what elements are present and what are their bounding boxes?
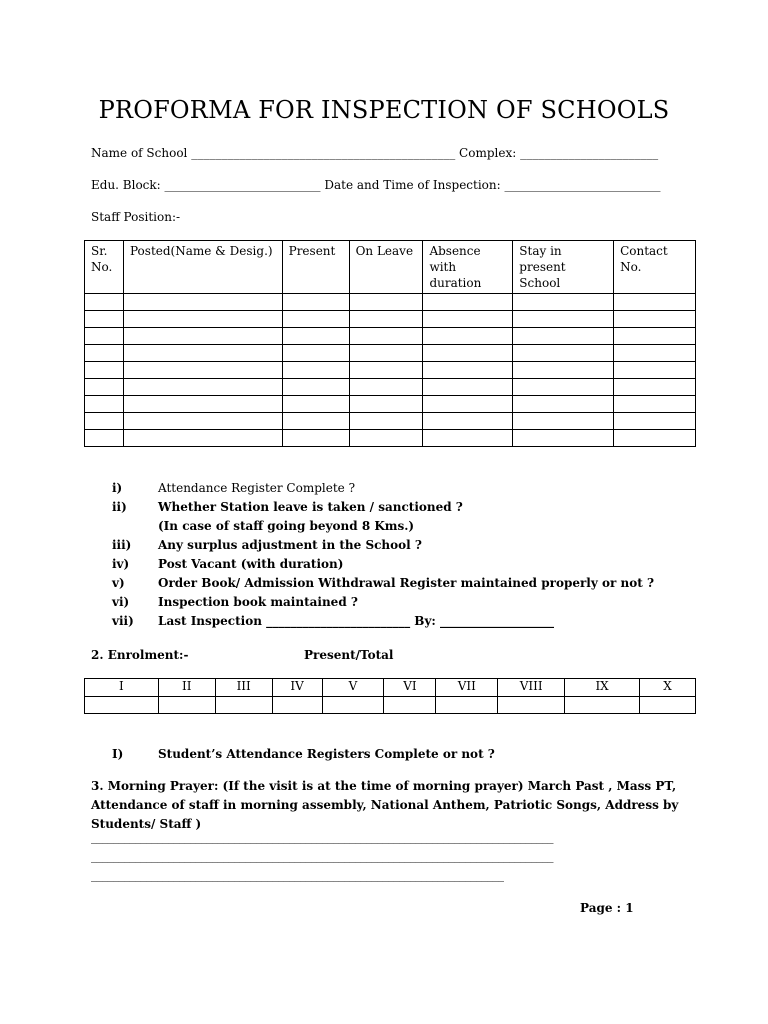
enrolment-table — [84, 678, 696, 714]
checklist-text: (In case of staff going beyond 8 Kms.) — [158, 519, 415, 533]
staff-table-cell[interactable] — [85, 311, 124, 328]
staff-table-cell[interactable] — [614, 396, 696, 413]
staff-table-cell[interactable] — [513, 294, 614, 311]
staff-table-row — [85, 311, 696, 328]
block-line — [91, 178, 661, 192]
staff-table-cell[interactable] — [614, 413, 696, 430]
staff-table-cell[interactable] — [423, 413, 513, 430]
morning-prayer-text: 3. Morning Prayer: (If the visit is at the time of morning prayer) March Past , Mass PT, Attendance of staff in morning assembly, National Anthem, Patriotic Songs, Address by Students/ Staff ) — [91, 779, 679, 831]
checklist-text — [158, 576, 654, 590]
class-header-i: I — [85, 679, 159, 697]
staff-table-cell[interactable] — [123, 379, 282, 396]
class-header-vi: VI — [384, 679, 436, 697]
staff-table-cell[interactable] — [349, 379, 423, 396]
staff-table-body — [85, 294, 696, 447]
staff-table-cell[interactable] — [423, 328, 513, 345]
staff-position-table — [84, 240, 696, 447]
class-enrolment-cell[interactable] — [384, 697, 436, 714]
staff-table-cell[interactable] — [614, 294, 696, 311]
staff-table-cell[interactable] — [85, 328, 124, 345]
staff-table-cell[interactable] — [423, 396, 513, 413]
staff-table-cell[interactable] — [513, 362, 614, 379]
class-header-iv: IV — [272, 679, 322, 697]
checklist-num: ii) — [112, 500, 127, 514]
staff-table-cell[interactable] — [123, 311, 282, 328]
staff-table-cell[interactable] — [614, 345, 696, 362]
staff-table-cell[interactable] — [513, 379, 614, 396]
checklist-num: vii) — [112, 614, 134, 628]
col-stay: Stay in present School — [513, 241, 614, 294]
class-enrolment-cell[interactable] — [158, 697, 215, 714]
class-enrolment-cell[interactable] — [640, 697, 696, 714]
staff-table-cell[interactable] — [123, 362, 282, 379]
checklist-num: iv) — [112, 557, 130, 571]
class-enrolment-cell[interactable] — [322, 697, 384, 714]
staff-table-cell[interactable] — [123, 294, 282, 311]
staff-table-cell[interactable] — [423, 379, 513, 396]
staff-table-cell[interactable] — [349, 345, 423, 362]
staff-table-row — [85, 328, 696, 345]
checklist-num: i) — [112, 481, 123, 495]
staff-table-cell[interactable] — [513, 430, 614, 447]
school-name-blank[interactable]: ____________________________________________ — [191, 146, 456, 160]
staff-table-cell[interactable] — [282, 328, 349, 345]
staff-table-row — [85, 345, 696, 362]
staff-table-cell[interactable] — [614, 362, 696, 379]
staff-table-cell[interactable] — [123, 328, 282, 345]
complex-blank[interactable]: _______________________ — [520, 146, 659, 160]
checklist-num: v) — [112, 576, 125, 590]
checklist-text: Inspection book maintained ? — [158, 595, 358, 609]
staff-table-cell[interactable] — [349, 430, 423, 447]
checklist-num: iii) — [112, 538, 132, 552]
datetime-label: Date and Time of Inspection: — [324, 178, 501, 192]
staff-table-cell[interactable] — [282, 345, 349, 362]
staff-table-row — [85, 362, 696, 379]
staff-table-cell[interactable] — [282, 396, 349, 413]
checklist-text: Any surplus adjustment in the School ? — [158, 538, 422, 552]
staff-table-cell[interactable] — [423, 294, 513, 311]
checklist-rest-text: maintained properly or not ? — [456, 576, 654, 590]
staff-table-row — [85, 294, 696, 311]
checklist-text[interactable]: Last Inspection ________________________ By: ___________________ — [158, 614, 555, 628]
remarks-blank-line[interactable]: ___________________________________________________________________________ — [91, 868, 504, 882]
page-number: Page : 1 — [580, 901, 634, 915]
page-title: PROFORMA FOR INSPECTION OF SCHOOLS — [98, 96, 670, 124]
class-header-vii: VII — [436, 679, 498, 697]
staff-table-cell[interactable] — [282, 294, 349, 311]
staff-table-cell[interactable] — [513, 345, 614, 362]
enrolment-heading — [91, 648, 394, 662]
staff-table-cell[interactable] — [614, 328, 696, 345]
col-sr-no: Sr. No. — [85, 241, 124, 294]
staff-table-cell[interactable] — [282, 413, 349, 430]
staff-table-row — [85, 430, 696, 447]
staff-table-cell[interactable] — [423, 430, 513, 447]
staff-table-cell[interactable] — [614, 379, 696, 396]
enrolment-value-row — [85, 697, 696, 714]
class-enrolment-cell[interactable] — [272, 697, 322, 714]
col-on-leave: On Leave — [349, 241, 423, 294]
staff-table-cell[interactable] — [349, 413, 423, 430]
checklist-bold-text: Order Book/ Admission Withdrawal Register — [158, 576, 457, 590]
staff-table-cell[interactable] — [85, 379, 124, 396]
staff-position-label: Staff Position:- — [91, 210, 181, 224]
remarks-blank-line[interactable]: ____________________________________________________________________________________ — [91, 830, 553, 844]
block-blank[interactable]: __________________________ — [164, 178, 321, 192]
checklist-text: Whether Station leave is taken / sanctioned ? — [158, 500, 463, 514]
staff-table-cell[interactable] — [513, 413, 614, 430]
staff-table-cell[interactable] — [282, 430, 349, 447]
class-header-viii: VIII — [498, 679, 565, 697]
staff-table-cell[interactable] — [614, 311, 696, 328]
class-header-iii: III — [215, 679, 272, 697]
class-enrolment-cell[interactable] — [436, 697, 498, 714]
checklist-num: vi) — [112, 595, 130, 609]
staff-table-cell[interactable] — [513, 311, 614, 328]
staff-table-row — [85, 396, 696, 413]
datetime-blank[interactable]: __________________________ — [504, 178, 661, 192]
class-enrolment-cell[interactable] — [215, 697, 272, 714]
staff-table-cell[interactable] — [85, 345, 124, 362]
staff-table-cell[interactable] — [614, 430, 696, 447]
staff-table-cell[interactable] — [423, 362, 513, 379]
block-label: Edu. Block: — [91, 178, 161, 192]
col-posted: Posted(Name & Desig.) — [123, 241, 282, 294]
staff-table-cell[interactable] — [123, 345, 282, 362]
col-present: Present — [282, 241, 349, 294]
staff-table-cell[interactable] — [123, 430, 282, 447]
staff-table-cell[interactable] — [423, 345, 513, 362]
staff-table-cell[interactable] — [85, 362, 124, 379]
complex-label: Complex: — [459, 146, 517, 160]
staff-table-cell[interactable] — [349, 396, 423, 413]
staff-table-cell[interactable] — [282, 362, 349, 379]
school-name-line — [91, 146, 658, 160]
checklist-text: Post Vacant (with duration) — [158, 557, 344, 571]
school-name-label: Name of School — [91, 146, 188, 160]
staff-table-row — [85, 413, 696, 430]
staff-table-cell[interactable] — [423, 311, 513, 328]
checklist-text: Attendance Register Complete ? — [158, 481, 355, 495]
staff-table-cell[interactable] — [85, 396, 124, 413]
class-header-x: X — [640, 679, 696, 697]
staff-table-cell[interactable] — [85, 430, 124, 447]
present-total-label: Present/Total — [304, 648, 394, 662]
staff-table-cell[interactable] — [85, 294, 124, 311]
staff-table-cell[interactable] — [513, 396, 614, 413]
staff-table-header-row — [85, 241, 696, 294]
staff-table-cell[interactable] — [513, 328, 614, 345]
staff-table-cell[interactable] — [349, 362, 423, 379]
class-header-ix: IX — [565, 679, 640, 697]
class-enrolment-cell[interactable] — [565, 697, 640, 714]
staff-table-row — [85, 379, 696, 396]
staff-table-cell[interactable] — [123, 413, 282, 430]
enrolment-label: 2. Enrolment:- — [91, 648, 189, 662]
staff-table-cell[interactable] — [282, 379, 349, 396]
class-header-ii: II — [158, 679, 215, 697]
class-enrolment-cell[interactable] — [498, 697, 565, 714]
staff-table-cell[interactable] — [282, 311, 349, 328]
class-enrolment-cell[interactable] — [85, 697, 159, 714]
col-absence: Absence with duration — [423, 241, 513, 294]
col-contact: Contact No. — [614, 241, 696, 294]
remarks-blank-line[interactable]: ____________________________________________________________________________________ — [91, 849, 553, 863]
checklist-text: Student’s Attendance Registers Complete or not ? — [158, 747, 495, 761]
class-header-v: V — [322, 679, 384, 697]
staff-table-cell[interactable] — [123, 396, 282, 413]
staff-table-cell[interactable] — [349, 328, 423, 345]
staff-table-cell[interactable] — [85, 413, 124, 430]
staff-table-cell[interactable] — [349, 311, 423, 328]
enrolment-header-row — [85, 679, 696, 697]
staff-table-cell[interactable] — [349, 294, 423, 311]
checklist-num: I) — [112, 747, 124, 761]
